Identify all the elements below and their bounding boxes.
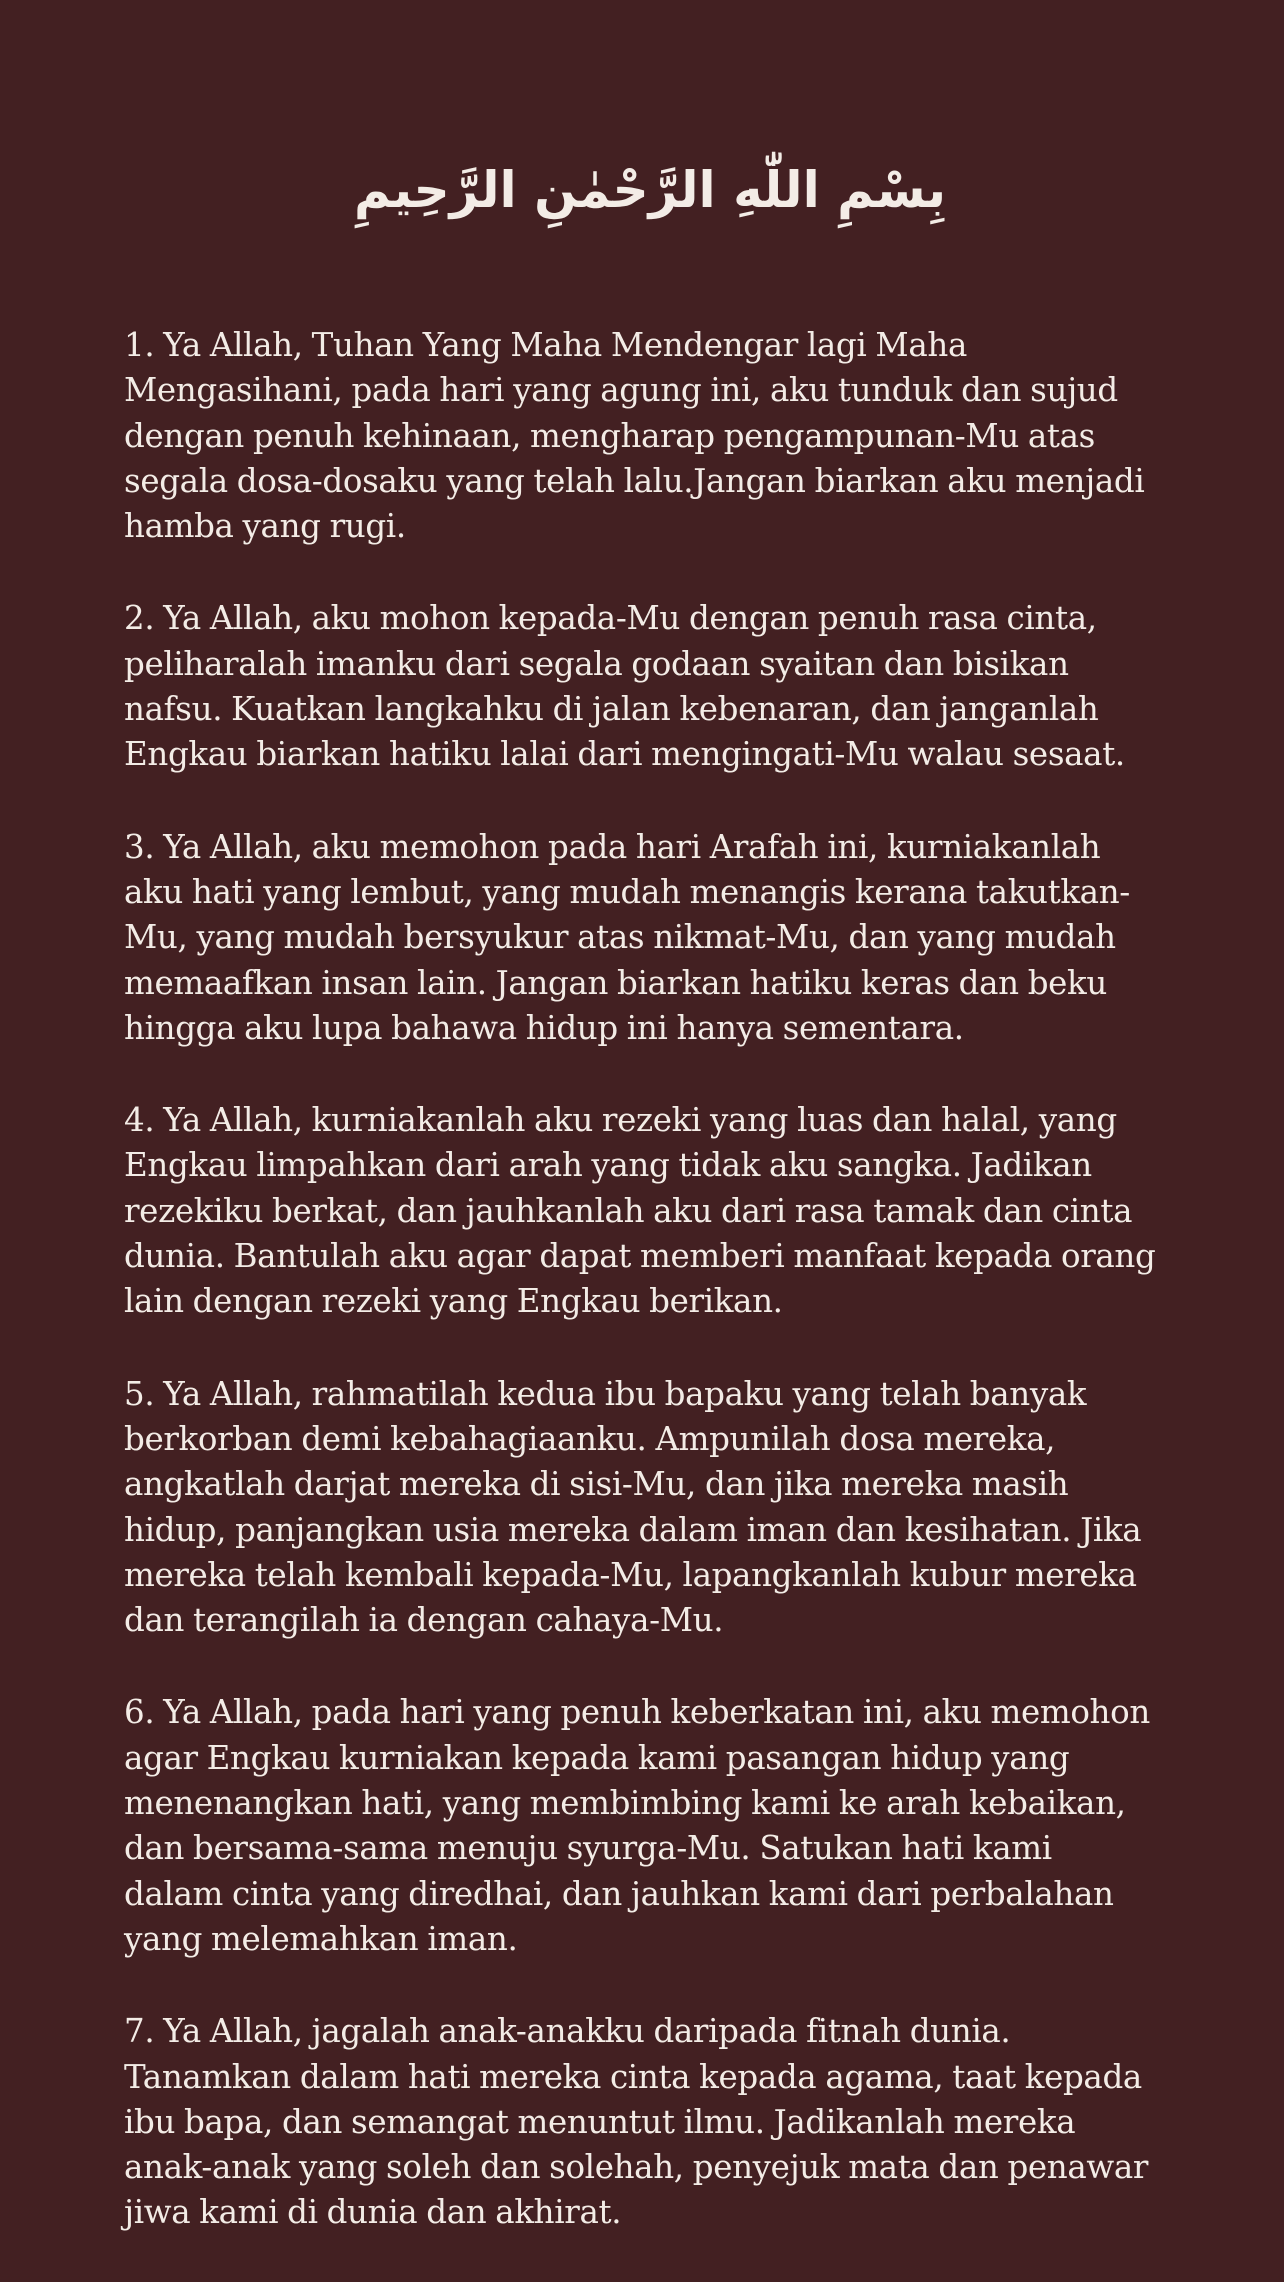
prayer-paragraph-6: 6. Ya Allah, pada hari yang penuh keberkatan ini, aku memohon agar Engkau kurniakan kepada kami pasangan hidup yang menenangkan hati, yang membimbing kami ke arah kebaikan, dan bersama-sama menuju syurga-Mu. Satukan hati kami dalam cinta yang diredhai, dan jauhkan kami dari perbalahan yang melemahkan iman. — [124, 1693, 1150, 1958]
prayer-paragraph-5: 5. Ya Allah, rahmatilah kedua ibu bapaku yang telah banyak berkorban demi kebahagiaanku. Ampunilah dosa mereka, angkatlah darjat mereka di sisi-Mu, dan jika mereka masih hidup, panjangkan usia mereka dalam iman dan kesihatan. Jika mereka telah kembali kepada-Mu, lapangkanlah kubur mereka dan terangilah ia dengan cahaya-Mu. — [124, 1374, 1142, 1640]
prayer-paragraph-3: 3. Ya Allah, aku memohon pada hari Arafah ini, kurniakanlah aku hati yang lembut, yang mudah menangis kerana takutkan- Mu, yang mudah bersyukur atas nikmat-Mu, dan yang mudah memaafkan insan lain. Jangan biarkan hatiku keras dan beku hingga aku lupa bahawa hidup ini hanya sementara. — [124, 827, 1130, 1047]
prayer-paragraph-1: 1. Ya Allah, Tuhan Yang Maha Mendengar lagi Maha Mengasihani, pada hari yang agung ini, aku tunduk dan sujud dengan penuh kehinaan, mengharap pengampunan-Mu atas segala dosa-dosaku yang telah lalu.Jangan biarkan aku menjadi hamba yang rugi. — [124, 326, 1145, 546]
basmalah-heading: بِسْمِ اللّٰهِ الرَّحْمٰنِ الرَّحِيمِ — [354, 161, 946, 219]
prayer-paragraph-4: 4. Ya Allah, kurniakanlah aku rezeki yang luas dan halal, yang Engkau limpahkan dari arah yang tidak aku sangka. Jadikan rezekiku berkat, dan jauhkanlah aku dari rasa tamak dan cinta dunia. Bantulah aku agar dapat memberi manfaat kepada orang lain dengan rezeki yang Engkau berikan. — [124, 1101, 1156, 1321]
prayer-list — [124, 323, 1196, 2236]
prayer-paragraph-2: 2. Ya Allah, aku mohon kepada-Mu dengan penuh rasa cinta, peliharalah imanku dari segala godaan syaitan dan bisikan nafsu. Kuatkan langkahku di jalan kebenaran, dan janganlah Engkau biarkan hatiku lalai dari mengingati-Mu walau sesaat. — [124, 599, 1125, 774]
prayer-paragraph-7: 7. Ya Allah, jagalah anak-anakku daripada fitnah dunia. Tanamkan dalam hati mereka cinta kepada agama, taat kepada ibu bapa, dan semangat menuntut ilmu. Jadikanlah mereka anak-anak yang soleh dan solehah, penyejuk mata dan penawar jiwa kami di dunia dan akhirat. — [124, 2012, 1149, 2232]
